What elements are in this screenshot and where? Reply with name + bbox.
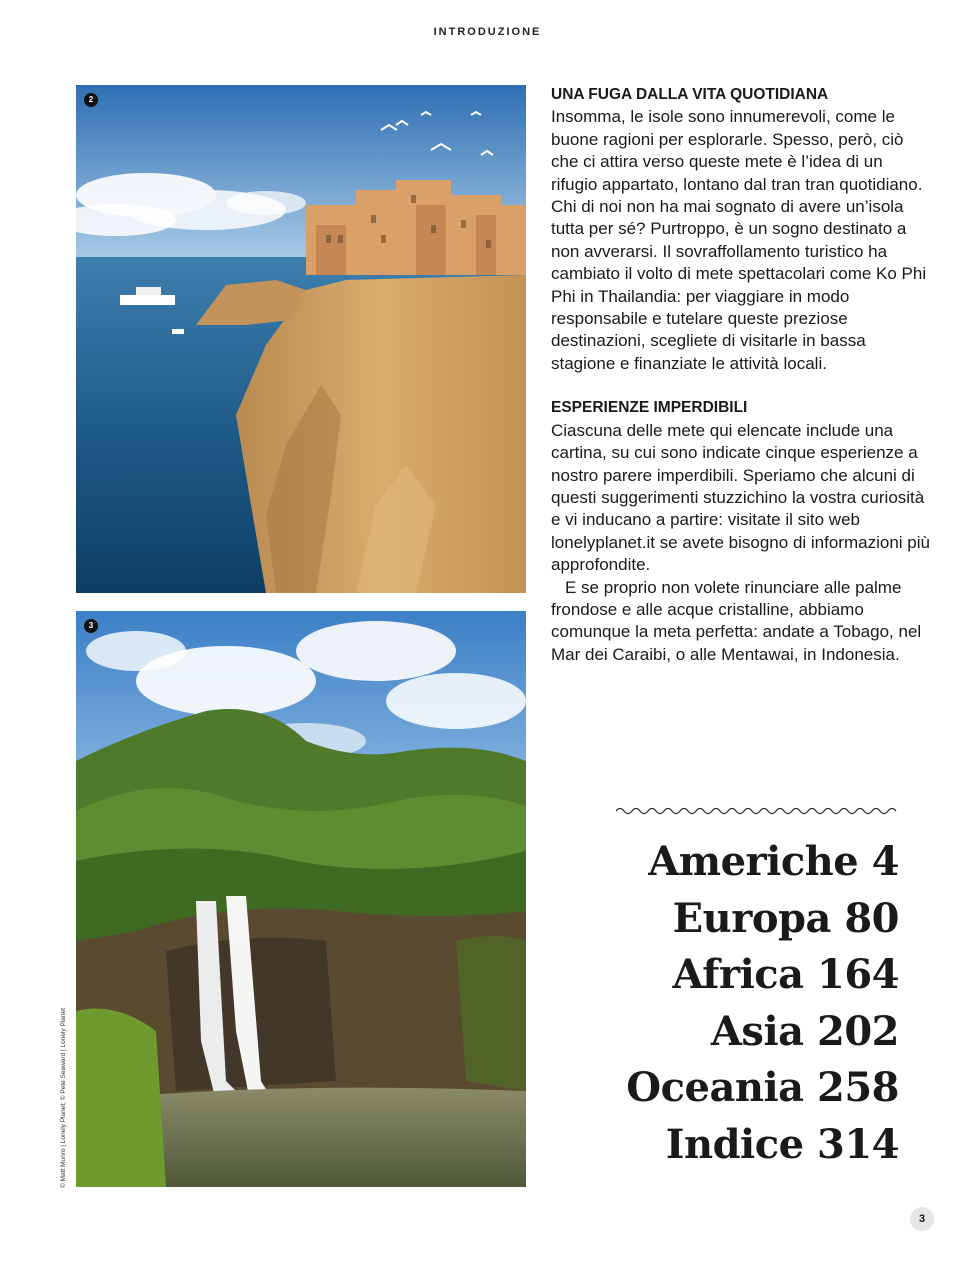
table-of-contents [626, 834, 899, 1173]
section-header: INTRODUZIONE [433, 26, 542, 38]
toc-page: 80 [844, 894, 899, 942]
toc-page: 258 [817, 1064, 899, 1111]
toc-label: Americhe [648, 838, 859, 885]
cliff-town-illustration [76, 85, 526, 593]
section-heading: ESPERIENZE IMPERDIBILI [551, 399, 748, 417]
toc-entry-oceania[interactable] [626, 1060, 899, 1117]
body-paragraph: E se proprio non volete rinunciare alle palme frondose e alle acque cristalline, abbiamo comunque la meta perfetta: andate a Tobago, nel Mar dei Caraibi, o alle Mentawai, in Indonesia. [551, 577, 922, 664]
toc-label: Africa [672, 951, 804, 998]
intro-text-column [551, 84, 931, 666]
toc-label: Europa [672, 894, 831, 942]
toc-entry-asia[interactable] [626, 1004, 899, 1061]
toc-entry-indice[interactable] [626, 1117, 899, 1174]
cliff-town-sea-photo [76, 85, 526, 593]
photo-number-badge: 3 [84, 619, 98, 633]
body-paragraph: Insomma, le isole sono innumerevoli, come le buone ragioni per esplorarle. Spesso, però, ciò che ci attira verso queste mete è l’idea di un rifugio appartato, lontano dal tran tran quotidiano. Chi di noi non ha mai sognato di avere un’isola tutta per sé? Purtroppo, è un sogno destinato a non avverarsi. Il sovraffollamento turistico ha cambiato il volto di mete spettacolari come Ko Phi Phi in Thailandia: per viaggiare in modo responsabile e tutelare queste preziose destinazioni, scegliete di visitarle in bassa stagione e finanziate le attività locali. [551, 107, 927, 373]
toc-label: Indice [665, 1120, 804, 1168]
toc-label: Asia [710, 1007, 804, 1055]
toc-entry-americhe[interactable] [626, 834, 899, 891]
toc-entry-europa[interactable] [626, 891, 899, 948]
wavy-divider [616, 805, 898, 817]
toc-page: 164 [817, 951, 899, 998]
photo-number-badge: 2 [84, 93, 98, 107]
waterfall-illustration [76, 611, 526, 1187]
page-number: 3 [910, 1207, 934, 1231]
toc-page: 314 [817, 1120, 899, 1168]
toc-entry-africa[interactable] [626, 947, 899, 1004]
toc-page: 4 [871, 838, 899, 885]
body-paragraph: Ciascuna delle mete qui elencate include una cartina, su cui sono indicate cinque esperienze a nostro parere imperdibili. Speriamo che alcuni di questi suggerimenti stuzzichino la vostra curiosità e vi inducano a partire: visitate il sito web lonelyplanet.it se avete bisogno di informazioni più approfondite. [551, 420, 930, 575]
waterfall-jungle-photo [76, 611, 526, 1187]
photo-credit: © Matt Munro | Lonely Planet; © Pete Seaward | Lonely Planet [60, 1008, 67, 1188]
toc-page: 202 [817, 1007, 899, 1055]
section-heading: UNA FUGA DALLA VITA QUOTIDIANA [551, 86, 829, 103]
toc-label: Oceania [626, 1064, 804, 1111]
